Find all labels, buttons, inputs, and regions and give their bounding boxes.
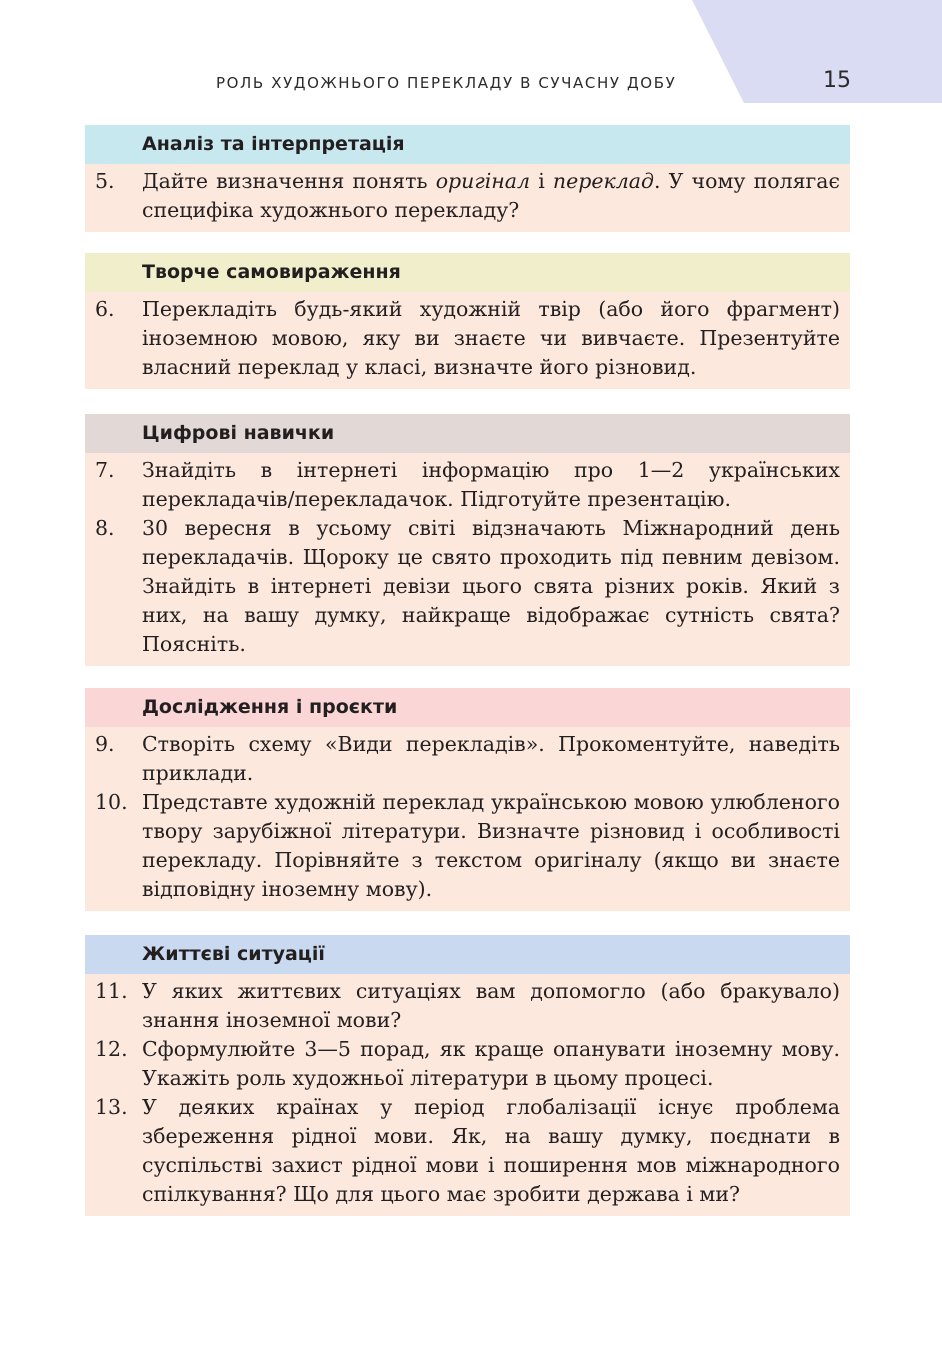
term-original: оригінал bbox=[435, 169, 531, 193]
task-number: 12. bbox=[95, 1037, 128, 1061]
task-item bbox=[85, 1035, 840, 1093]
running-title: РОЛЬ ХУДОЖНЬОГО ПЕРЕКЛАДУ В СУЧАСНУ ДОБУ bbox=[216, 74, 677, 92]
section-title: Аналіз та інтерпретація bbox=[85, 125, 850, 164]
task-number: 6. bbox=[95, 297, 115, 321]
task-item bbox=[85, 730, 840, 788]
task-number: 11. bbox=[95, 979, 128, 1003]
task-text: Знайдіть в інтернеті інформацію про 1—2 українських перекладачів/перекладачок. Підготуйте презентацію. bbox=[142, 458, 840, 511]
task-number: 7. bbox=[95, 458, 115, 482]
task-item bbox=[85, 788, 840, 904]
task-text: У яких життєвих ситуаціях вам допомогло (або бракувало) знання іноземної мови? bbox=[142, 979, 840, 1032]
task-number: 10. bbox=[95, 790, 128, 814]
corner-decoration bbox=[692, 0, 942, 103]
task-item bbox=[85, 295, 840, 382]
task-number: 8. bbox=[95, 516, 115, 540]
section-life bbox=[85, 935, 850, 1216]
section-body bbox=[85, 727, 850, 911]
task-number: 9. bbox=[95, 732, 115, 756]
task-text: Створіть схему «Види перекладів». Прокоментуйте, наведіть приклади. bbox=[142, 732, 840, 785]
section-title: Життєві ситуації bbox=[85, 935, 850, 974]
task-item bbox=[85, 977, 840, 1035]
section-body bbox=[85, 164, 850, 232]
section-body bbox=[85, 453, 850, 666]
task-text: У деяких країнах у період глобалізації існує проблема збереження рідної мови. Як, на вашу думку, поєднати в суспільстві захист рідної мови і поширення мов міжнародного спілкування? Що для цього має зробити держава і ми? bbox=[142, 1095, 840, 1206]
task-text: 30 вересня в усьому світі відзначають Міжнародний день перекладачів. Щороку це свято проходить під певним девізом. Знайдіть в інтернеті девізи цього свята різних років. Який з них, на вашу думку, найкраще відображає сутність свята? Поясніть. bbox=[142, 516, 840, 656]
task-item bbox=[85, 1093, 840, 1209]
section-body bbox=[85, 292, 850, 389]
task-number: 13. bbox=[95, 1095, 128, 1119]
task-text: Перекладіть будь-який художній твір (або його фрагмент) іноземною мовою, яку ви знаєте чи вивчаєте. Презентуйте власний переклад у класі, визначте його різновид. bbox=[142, 297, 840, 379]
section-title: Дослідження і проєкти bbox=[85, 688, 850, 727]
section-creative bbox=[85, 253, 850, 389]
task-item bbox=[85, 456, 840, 514]
section-title: Творче самовираження bbox=[85, 253, 850, 292]
page-number: 15 bbox=[823, 68, 851, 93]
task-number: 5. bbox=[95, 169, 115, 193]
task-item bbox=[85, 167, 840, 225]
section-analysis bbox=[85, 125, 850, 232]
section-body bbox=[85, 974, 850, 1216]
section-digital bbox=[85, 414, 850, 666]
section-research bbox=[85, 688, 850, 911]
section-title: Цифрові навички bbox=[85, 414, 850, 453]
task-text: Сформулюйте 3—5 порад, як краще опанувати іноземну мову. Укажіть роль художньої літератури в цьому процесі. bbox=[142, 1037, 840, 1090]
task-item bbox=[85, 514, 840, 659]
task-text: Дайте визначення понять оригінал і переклад. У чому полягає специфіка художнього перекладу? bbox=[142, 169, 840, 222]
term-translation: переклад bbox=[552, 169, 654, 193]
corner-shape bbox=[692, 0, 942, 103]
task-text: Представте художній переклад українською мовою улюбленого твору зарубіжної літератури. Визначте різновид і особливості перекладу. Порівняйте з текстом оригіналу (якщо ви знаєте відповідну іноземну мову). bbox=[142, 790, 840, 901]
